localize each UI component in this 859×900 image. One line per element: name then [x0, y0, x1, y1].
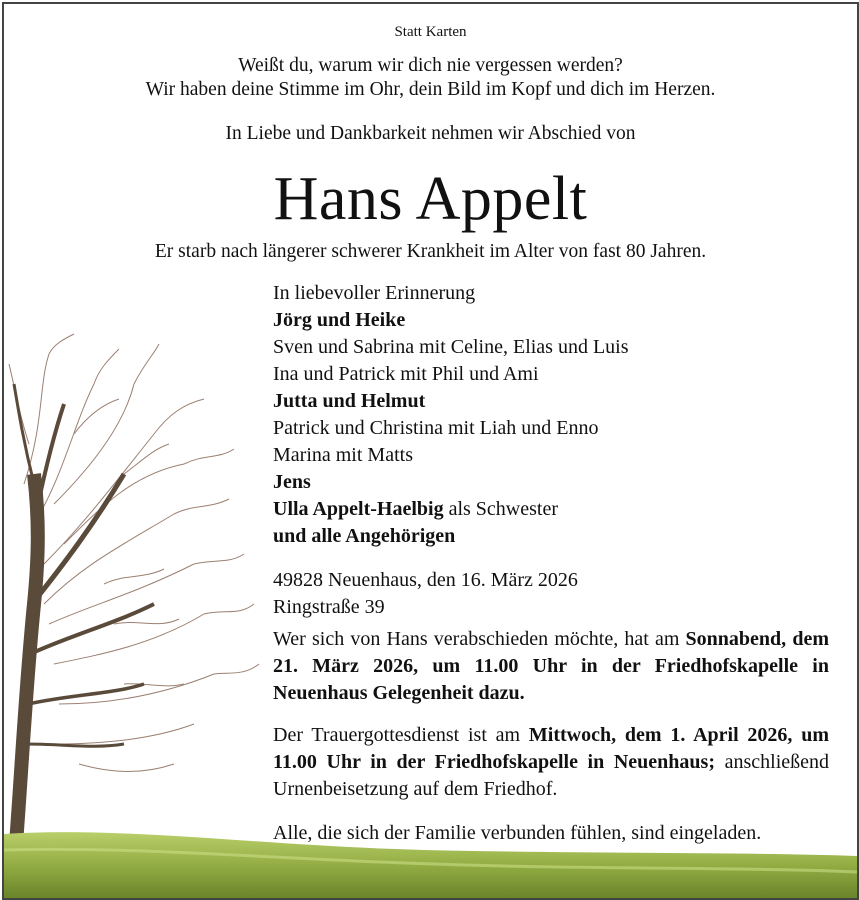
mourner-line: Marina mit Matts — [273, 444, 413, 466]
mourner-line: Patrick und Christina mit Liah und Enno — [273, 417, 599, 439]
service-text: Der Trauergottesdienst ist am — [273, 724, 529, 746]
sister-relation: als Schwester — [443, 498, 558, 520]
obituary-notice — [2, 2, 859, 900]
mourner-line: Jutta und Helmut — [273, 390, 426, 412]
tree-trunk — [14, 384, 154, 844]
farewell-intro: In Liebe und Dankbarkeit nehmen wir Abschied von — [225, 123, 636, 144]
sister-name: Ulla Appelt-Haelbig — [273, 498, 444, 520]
farewell-date: Sonnabend, dem 21. März 2026, um 11.00 Uhr in der Friedhofskapelle in Neuenhaus Gelegenheit dazu. — [273, 628, 829, 704]
service-paragraph — [273, 722, 829, 803]
mourner-line: Ina und Patrick mit Phil und Ami — [273, 363, 539, 385]
address-block — [273, 567, 829, 621]
verse-line: Weißt du, warum wir dich nie vergessen werden? — [238, 55, 623, 76]
mourner-line: Jörg und Heike — [273, 309, 406, 331]
death-note: Er starb nach längerer schwerer Krankheit im Alter von fast 80 Jahren. — [154, 241, 707, 262]
service-burial: anschließend Urnenbeisetzung auf dem Friedhof. — [273, 751, 829, 800]
mourner-line: Sven und Sabrina mit Celine, Elias und Luis — [273, 336, 629, 358]
memorial-verse — [4, 54, 857, 102]
mourner-line: Jens — [273, 471, 311, 493]
deceased-name: Hans Appelt — [273, 165, 588, 233]
closing-invitation: Alle, die sich der Familie verbunden fühlen, sind eingeladen. — [273, 822, 762, 844]
statt-karten-label: Statt Karten — [394, 24, 467, 40]
service-date: Mittwoch, dem 1. April 2026, um 11.00 Uhr in der Friedhofskapelle in Neuenhaus; — [273, 724, 829, 773]
street: Ringstraße 39 — [273, 596, 385, 618]
tree-crown — [9, 334, 259, 772]
farewell-paragraph — [273, 626, 829, 707]
verse-line: Wir haben deine Stimme im Ohr, dein Bild im Kopf und dich im Herzen. — [145, 79, 716, 100]
mourner-line — [273, 496, 829, 523]
mourner-line: und alle Angehörigen — [273, 525, 456, 547]
mourners-list — [273, 280, 829, 550]
place-date: 49828 Neuenhaus, den 16. März 2026 — [273, 569, 578, 591]
farewell-text: Wer sich von Hans verabschieden möchte, hat am — [273, 628, 686, 650]
mourners-heading: In liebevoller Erinnerung — [273, 282, 476, 304]
